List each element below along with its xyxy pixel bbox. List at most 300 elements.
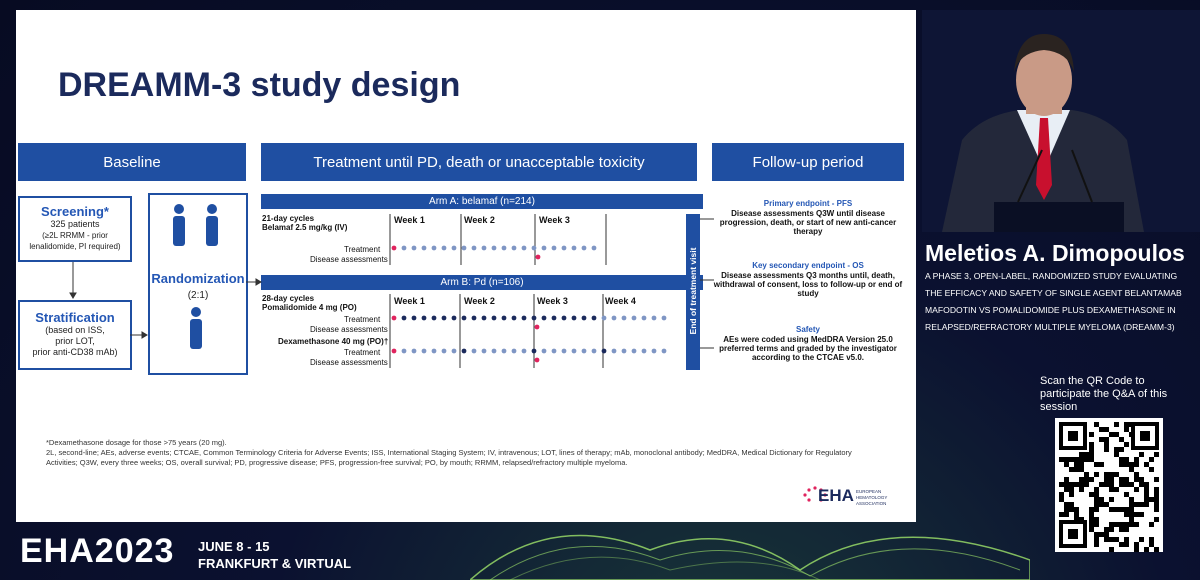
person-icon (190, 307, 202, 349)
qr-module (1154, 547, 1159, 552)
arm-b-pom-dot (472, 316, 477, 321)
qr-module (1069, 457, 1074, 462)
arm-a-treatment-dot (522, 246, 527, 251)
stratification-line: (based on ISS, (45, 325, 105, 335)
qr-module (1104, 532, 1109, 537)
qr-module (1094, 537, 1099, 542)
arm-b-assessment-dot (535, 325, 540, 330)
arm-b-drug: Pomalidomide 4 mg (PO) (262, 303, 357, 312)
qr-module (1089, 442, 1094, 447)
arm-b-dex-dot (422, 349, 427, 354)
arm-b-pom-dot (652, 316, 657, 321)
arm-a-treatment-dot (502, 246, 507, 251)
qr-module (1114, 537, 1119, 542)
qr-module (1114, 487, 1119, 492)
qr-module (1104, 502, 1109, 507)
arm-b-drug2: Dexamethasone 40 mg (PO)† (278, 337, 389, 346)
qr-module (1124, 537, 1129, 542)
qr-module (1059, 492, 1064, 497)
qr-module (1094, 542, 1099, 547)
qr-module (1149, 497, 1154, 502)
qr-module (1084, 482, 1089, 487)
event-name: EHA2023 (20, 532, 175, 570)
qr-module (1139, 537, 1144, 542)
qr-module (1129, 462, 1134, 467)
arm-b-pom-dot (632, 316, 637, 321)
qr-module (1094, 472, 1099, 477)
arm-b-dex-dot (512, 349, 517, 354)
presentation-slide (16, 10, 916, 522)
qr-module (1129, 507, 1134, 512)
qr-code-pattern (1055, 418, 1163, 552)
arm-b-pom-dot (602, 316, 607, 321)
primary-endpoint-title: Primary endpoint - PFS (763, 199, 853, 208)
talk-title: A PHASE 3, OPEN-LABEL, RANDOMIZED STUDY EVALUATING THE EFFICACY AND SAFETY OF SINGLE AGENT BELANTAMAB MAFODOTIN VS POMALIDOMIDE PLUS DEXAMETHASONE IN RELAPSED/REFRACTORY MULTIPLE MYELOMA (DREAMM-3) (925, 271, 1182, 332)
qr-module (1104, 442, 1109, 447)
arm-a-treatment-dot (592, 246, 597, 251)
qr-module (1104, 537, 1109, 542)
arm-b-treatment-label: Treatment (344, 348, 381, 357)
arm-b-dex-dot (542, 349, 547, 354)
arm-b-assessment-label: Disease assessments (310, 325, 388, 334)
qr-module (1114, 507, 1119, 512)
qr-module (1129, 482, 1134, 487)
qr-module (1069, 467, 1074, 472)
qr-module (1124, 527, 1129, 532)
arrow (70, 262, 261, 338)
qr-module (1144, 497, 1149, 502)
qr-instructions: Scan the QR Code to participate the Q&A of this session (1040, 375, 1168, 413)
qr-module (1074, 457, 1079, 462)
qr-module (1124, 512, 1129, 517)
arm-a-treatment-dot (552, 246, 557, 251)
qr-module (1144, 492, 1149, 497)
arm-b-dex-dot (642, 349, 647, 354)
arm-b-treatment-label: Treatment (344, 315, 381, 324)
qr-module (1134, 487, 1139, 492)
slide-title: DREAMM-3 study design (58, 66, 461, 104)
qr-module (1134, 477, 1139, 482)
qr-module (1129, 467, 1134, 472)
screening-title: Screening* (41, 204, 109, 219)
qr-module (1079, 452, 1084, 457)
qr-module (1134, 502, 1139, 507)
arm-b-week: Week 4 (605, 296, 636, 306)
qr-module (1089, 432, 1094, 437)
qr-module (1149, 457, 1154, 462)
arm-b-pom-dot (592, 316, 597, 321)
arm-b-pom-dot (552, 316, 557, 321)
arm-a-treatment-dot (452, 246, 457, 251)
qr-module (1079, 482, 1084, 487)
qr-module (1079, 457, 1084, 462)
arm-b-dex-dot (482, 349, 487, 354)
arm-b-week: Week 1 (394, 296, 425, 306)
arm-a-treatment-dot (512, 246, 517, 251)
qr-module (1099, 427, 1104, 432)
qr-module (1084, 452, 1089, 457)
screening-line: (≥2L RRMM - prior (42, 231, 108, 240)
arm-b-dex-dot (582, 349, 587, 354)
arm-b-dex-dot (652, 349, 657, 354)
qr-module (1124, 457, 1129, 462)
qr-module (1114, 522, 1119, 527)
qr-module (1089, 457, 1094, 462)
arm-b-pom-dot (532, 316, 537, 321)
qr-module (1149, 467, 1154, 472)
arm-b-pom-dot (442, 316, 447, 321)
qr-module (1099, 532, 1104, 537)
qr-module (1094, 462, 1099, 467)
event-date (198, 538, 351, 572)
qr-module (1109, 507, 1114, 512)
eha-logo-sub: EUROPEAN HEMATOLOGY ASSOCIATION (856, 489, 888, 506)
qr-module (1139, 452, 1144, 457)
qr-module (1124, 422, 1129, 427)
arm-b-pom-dot (422, 316, 427, 321)
qr-module (1129, 517, 1134, 522)
qr-module (1099, 482, 1104, 487)
qr-module (1104, 447, 1109, 452)
qr-module (1059, 457, 1064, 462)
arm-b-pom-dot (462, 316, 467, 321)
qr-module (1154, 477, 1159, 482)
qr-module (1149, 522, 1154, 527)
arm-b-dex-dot (472, 349, 477, 354)
arm-a-treatment-dot (462, 246, 467, 251)
arm-b-pom-dot (432, 316, 437, 321)
arm-b-pom-dot (582, 316, 587, 321)
qr-module (1069, 507, 1074, 512)
arm-b-dex-dot (392, 349, 397, 354)
qr-module (1074, 507, 1079, 512)
qr-module (1134, 472, 1139, 477)
arm-b-dex-dot (662, 349, 667, 354)
qr-module (1089, 507, 1094, 512)
arm-b-pom-dot (512, 316, 517, 321)
qr-module (1099, 497, 1104, 502)
qr-module (1154, 487, 1159, 492)
qr-module (1124, 477, 1129, 482)
arm-b-dex-dot (442, 349, 447, 354)
arm-b-dex-dot (522, 349, 527, 354)
qr-module (1124, 462, 1129, 467)
qr-module (1104, 437, 1109, 442)
qr-module (1064, 462, 1069, 467)
qr-module (1154, 492, 1159, 497)
arm-b-dex-dot (612, 349, 617, 354)
qr-module (1129, 497, 1134, 502)
qr-module (1144, 462, 1149, 467)
arm-b-dex-dot (532, 349, 537, 354)
qr-module (1129, 512, 1134, 517)
qr-module (1064, 502, 1069, 507)
qr-module (1134, 542, 1139, 547)
arm-b-pom-dot (522, 316, 527, 321)
safety-body: AEs were coded using MedDRA Version 25.0 preferred terms and graded by the investigator according to the CTCAE v5.0. (719, 335, 897, 362)
qr-module (1084, 477, 1089, 482)
arm-a-treatment-dot (472, 246, 477, 251)
arm-b-dex-dot (412, 349, 417, 354)
qr-module (1119, 527, 1124, 532)
speaker-figure (922, 10, 1200, 232)
qr-module (1094, 492, 1099, 497)
arm-a-assessment-label: Disease assessments (310, 255, 388, 264)
arm-b-pom-dot (502, 316, 507, 321)
arm-b-dex-dot (562, 349, 567, 354)
qr-module (1079, 487, 1084, 492)
qr-module (1119, 522, 1124, 527)
arm-b-dex-dot (592, 349, 597, 354)
arm-a-assessment-dot (536, 255, 541, 260)
speaker-video (922, 10, 1200, 232)
arm-a-treatment-dot (482, 246, 487, 251)
arm-b-assessment-label: Disease assessments (310, 358, 388, 367)
qr-module (1124, 542, 1129, 547)
screening-line: 325 patients (50, 219, 100, 229)
qr-module (1109, 432, 1114, 437)
arm-a-treatment-dot (402, 246, 407, 251)
stratification-title: Stratification (35, 310, 115, 325)
qr-module (1089, 527, 1094, 532)
arm-b-pom-dot (492, 316, 497, 321)
end-visit-label: End of treatment visit (688, 247, 698, 335)
qr-module (1114, 432, 1119, 437)
qr-module (1074, 482, 1079, 487)
arm-b-pom-dot (402, 316, 407, 321)
arm-a-treatment-dot (542, 246, 547, 251)
qr-module (1074, 467, 1079, 472)
qr-module (1129, 502, 1134, 507)
qr-module (1109, 537, 1114, 542)
qr-module (1114, 472, 1119, 477)
arm-a-week: Week 1 (394, 215, 425, 225)
qr-module (1079, 462, 1084, 467)
qr-module (1089, 492, 1094, 497)
qr-module (1079, 467, 1084, 472)
arm-b-cycle: 28-day cycles (262, 294, 315, 303)
baseline-header: Baseline (18, 143, 246, 181)
arm-a-treatment-dot (562, 246, 567, 251)
event-mode-line: FRANKFURT & VIRTUAL (198, 556, 352, 571)
arm-a-treatment-dot (412, 246, 417, 251)
arm-a-treatment-dot (442, 246, 447, 251)
qr-module (1094, 487, 1099, 492)
eha-logo-text: EHA (818, 486, 854, 505)
arm-a-treatment-dot (392, 246, 397, 251)
arm-b-pom-dot (392, 316, 397, 321)
arm-b-pom-dot (542, 316, 547, 321)
qr-module (1109, 527, 1114, 532)
qr-module (1089, 522, 1094, 527)
arm-a-treatment-dot (572, 246, 577, 251)
arm-b-week: Week 2 (464, 296, 495, 306)
qr-module (1139, 502, 1144, 507)
qr-module (1139, 482, 1144, 487)
arm-b-dex-dot (402, 349, 407, 354)
qr-module (1069, 492, 1074, 497)
qr-module (1089, 477, 1094, 482)
qr-module (1084, 457, 1089, 462)
arm-a-treatment-dot (492, 246, 497, 251)
qr-module (1129, 522, 1134, 527)
primary-endpoint-body: Disease assessments Q3W until disease progression, death, or start of new anti-cancer therapy (719, 209, 897, 236)
qr-module (1119, 437, 1124, 442)
arm-a-treatment-dot (422, 246, 427, 251)
secondary-endpoint-title: Key secondary endpoint - OS (752, 261, 864, 270)
person-icon (206, 204, 218, 246)
qr-module (1149, 537, 1154, 542)
arm-b-bar: Arm B: Pd (n=106) (261, 275, 703, 290)
qr-module (1104, 482, 1109, 487)
qr-module (1149, 542, 1154, 547)
arm-b-pom-dot (412, 316, 417, 321)
qr-module (1059, 512, 1064, 517)
qr-module (1074, 462, 1079, 467)
qr-module (1064, 512, 1069, 517)
arm-a-treatment-dot (532, 246, 537, 251)
qr-module (1094, 507, 1099, 512)
arm-b-pom-dot (622, 316, 627, 321)
qr-module (1124, 492, 1129, 497)
qr-module (1114, 452, 1119, 457)
stratification-line: prior LOT, (55, 336, 95, 346)
qr-module (1144, 487, 1149, 492)
qr-module (1124, 442, 1129, 447)
arm-a-week: Week 3 (539, 215, 570, 225)
qr-module (1104, 477, 1109, 482)
footnote-abbreviations: 2L, second-line; AEs, adverse events; CTCAE, Common Terminology Criteria for Adverse Events; ISS, International Staging System; IV, intravenous; LOT, lines of therapy; mAb, monoclonal antibody; MedDRA, Medical Dictionary for Regulatory Activities; Q3W, every three weeks; OS, overall survival; PD, progressive disease; PFS, progression-free survival; PO, by mouth; RRMM, relapsed/refractory multiple myeloma. (46, 448, 852, 467)
qr-module (1119, 482, 1124, 487)
qr-module (1109, 482, 1114, 487)
qr-module (1109, 522, 1114, 527)
qr-module (1154, 497, 1159, 502)
qr-module (1064, 507, 1069, 512)
qr-module (1099, 437, 1104, 442)
qr-module (1099, 462, 1104, 467)
arm-b-pom-dot (642, 316, 647, 321)
arm-a-bar: Arm A: belamaf (n=214) (261, 194, 703, 209)
qr-module (1094, 517, 1099, 522)
speaker-name: Meletios A. Dimopoulos (925, 240, 1185, 266)
qr-module (1069, 482, 1074, 487)
qr-module (1124, 522, 1129, 527)
stratification-line: prior anti-CD38 mAb) (32, 347, 118, 357)
qr-module (1059, 497, 1064, 502)
qr-module (1064, 457, 1069, 462)
qr-module (1104, 527, 1109, 532)
randomization-title: Randomization (151, 271, 245, 286)
qr-module (1124, 482, 1129, 487)
arm-b-dex-dot (572, 349, 577, 354)
arm-b-dex-dot (452, 349, 457, 354)
arm-b-week: Week 3 (537, 296, 568, 306)
person-icon (173, 204, 185, 246)
followup-header: Follow-up period (712, 143, 904, 181)
arm-b-pom-dot (572, 316, 577, 321)
qr-module (1124, 427, 1129, 432)
arm-b-pom-dot (612, 316, 617, 321)
qr-module (1064, 482, 1069, 487)
randomization-ratio: (2:1) (187, 290, 209, 301)
arm-b-dex-dot (632, 349, 637, 354)
qr-module (1119, 447, 1124, 452)
arm-a-treatment-dot (432, 246, 437, 251)
qr-module (1069, 502, 1074, 507)
qr-module (1109, 487, 1114, 492)
qr-module (1139, 512, 1144, 517)
qr-module (1144, 547, 1149, 552)
arm-b-dex-dot (492, 349, 497, 354)
qr-code[interactable] (1055, 418, 1163, 552)
arm-b-dex-dot (622, 349, 627, 354)
arm-a-drug: Belamaf 2.5 mg/kg (IV) (262, 223, 348, 232)
qr-module (1094, 532, 1099, 537)
qr-module (1064, 487, 1069, 492)
qr-module (1109, 477, 1114, 482)
arm-b-dex-assessment-dot (535, 358, 540, 363)
qr-module (1069, 487, 1074, 492)
qr-module (1134, 462, 1139, 467)
qr-module (1139, 477, 1144, 482)
qr-module (1119, 542, 1124, 547)
arm-b-dex-dot (462, 349, 467, 354)
qr-module (1094, 422, 1099, 427)
arm-b-dex-dot (502, 349, 507, 354)
secondary-endpoint-body: Disease assessments Q3 months until, death, withdrawal of consent, loss to follow-up or end of study (713, 271, 903, 298)
arm-b-dex-dot (432, 349, 437, 354)
qr-module (1104, 427, 1109, 432)
qr-module (1134, 522, 1139, 527)
qr-module (1144, 502, 1149, 507)
qr-module (1109, 547, 1114, 552)
qr-module (1099, 502, 1104, 507)
qr-module (1134, 547, 1139, 552)
arm-b-dex-dot (552, 349, 557, 354)
footnote-dexamethasone: *Dexamethasone dosage for those >75 years (20 mg). (46, 438, 227, 447)
qr-module (1154, 452, 1159, 457)
arm-a-treatment-label: Treatment (344, 245, 381, 254)
qr-module (1094, 497, 1099, 502)
qr-module (1089, 517, 1094, 522)
arm-b-pom-dot (662, 316, 667, 321)
arm-b-dex-dot (602, 349, 607, 354)
arm-a-treatment-dot (582, 246, 587, 251)
qr-module (1119, 457, 1124, 462)
qr-module (1124, 507, 1129, 512)
qr-module (1119, 477, 1124, 482)
arm-b-pom-dot (562, 316, 567, 321)
qr-module (1154, 517, 1159, 522)
qr-module (1154, 507, 1159, 512)
qr-module (1084, 472, 1089, 477)
qr-module (1154, 502, 1159, 507)
qr-module (1109, 472, 1114, 477)
qr-module (1089, 452, 1094, 457)
qr-module (1064, 477, 1069, 482)
qr-module (1114, 447, 1119, 452)
safety-title: Safety (795, 325, 820, 334)
qr-module (1104, 472, 1109, 477)
qr-module (1074, 512, 1079, 517)
qr-module (1114, 422, 1119, 427)
arm-b-pom-dot (482, 316, 487, 321)
arm-b-pom-dot (452, 316, 457, 321)
qr-module (1094, 502, 1099, 507)
qr-module (1134, 512, 1139, 517)
qr-module (1109, 497, 1114, 502)
qr-module (1134, 457, 1139, 462)
